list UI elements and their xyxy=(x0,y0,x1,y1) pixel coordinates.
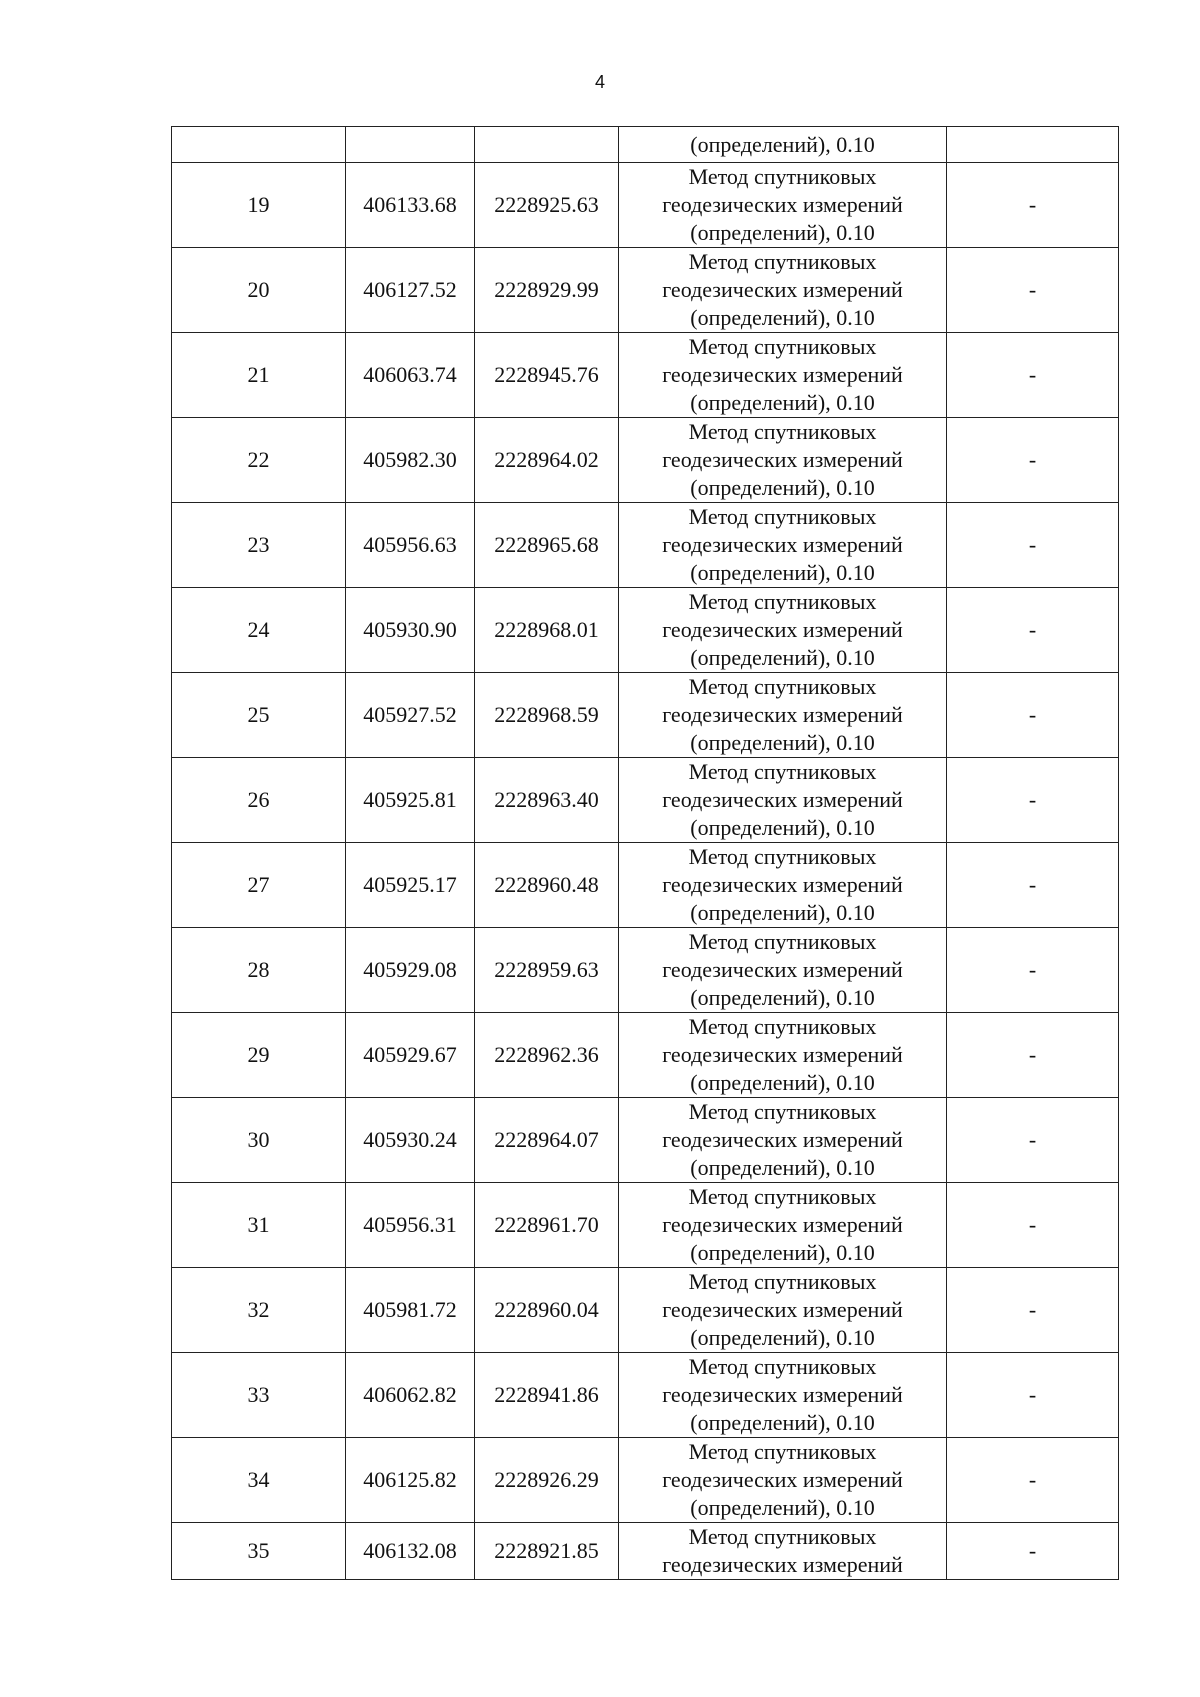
method-line-2: геодезических измерений xyxy=(662,1042,903,1067)
cell-x: 406062.82 xyxy=(346,1353,475,1438)
table-row xyxy=(172,1353,1119,1438)
method-line-2: геодезических измерений xyxy=(662,277,903,302)
cell-x: 405929.08 xyxy=(346,928,475,1013)
cell-point-number: 33 xyxy=(172,1353,346,1438)
cell-x: 405925.17 xyxy=(346,843,475,928)
method-line-1: Метод спутниковых xyxy=(688,249,877,274)
method-line-1: Метод спутниковых xyxy=(688,164,877,189)
method-line-2: геодезических измерений xyxy=(662,702,903,727)
cell-point-number: 22 xyxy=(172,418,346,503)
cell-y: 2228929.99 xyxy=(475,248,619,333)
method-line-1: Метод спутниковых xyxy=(688,589,877,614)
cell-x: 405930.90 xyxy=(346,588,475,673)
method-line-3: (определений), 0.10 xyxy=(690,305,875,330)
cell-y: 2228959.63 xyxy=(475,928,619,1013)
table-row xyxy=(172,1183,1119,1268)
method-line-3: (определений), 0.10 xyxy=(690,220,875,245)
cell-method xyxy=(619,673,947,758)
page-number: 4 xyxy=(594,72,605,92)
cell-point-number: 20 xyxy=(172,248,346,333)
cell-note: - xyxy=(947,843,1119,928)
cell-y xyxy=(475,127,619,163)
cell-x: 405981.72 xyxy=(346,1268,475,1353)
cell-method xyxy=(619,503,947,588)
cell-x: 406133.68 xyxy=(346,163,475,248)
cell-note: - xyxy=(947,1013,1119,1098)
cell-note: - xyxy=(947,1098,1119,1183)
table-row xyxy=(172,503,1119,588)
table-row xyxy=(172,1013,1119,1098)
cell-note: - xyxy=(947,333,1119,418)
cell-note: - xyxy=(947,248,1119,333)
cell-point-number: 24 xyxy=(172,588,346,673)
cell-point-number: 25 xyxy=(172,673,346,758)
table-row xyxy=(172,163,1119,248)
cell-note: - xyxy=(947,163,1119,248)
table-row xyxy=(172,928,1119,1013)
method-line-3: (определений), 0.10 xyxy=(690,475,875,500)
method-line-1: Метод спутниковых xyxy=(688,1014,877,1039)
method-line-1: Метод спутниковых xyxy=(688,419,877,444)
table-row xyxy=(172,1268,1119,1353)
method-line-2: геодезических измерений xyxy=(662,787,903,812)
method-line-3: (определений), 0.10 xyxy=(690,1240,875,1265)
cell-point-number: 35 xyxy=(172,1523,346,1580)
method-line-3: (определений), 0.10 xyxy=(690,1155,875,1180)
cell-point-number: 32 xyxy=(172,1268,346,1353)
method-line-3: (определений), 0.10 xyxy=(690,985,875,1010)
cell-note: - xyxy=(947,1183,1119,1268)
table-row xyxy=(172,1098,1119,1183)
cell-x: 405956.31 xyxy=(346,1183,475,1268)
cell-point-number: 27 xyxy=(172,843,346,928)
table-row xyxy=(172,1523,1119,1580)
table-row xyxy=(172,333,1119,418)
method-line-2: геодезических измерений xyxy=(662,1382,903,1407)
cell-y: 2228962.36 xyxy=(475,1013,619,1098)
cell-x: 406063.74 xyxy=(346,333,475,418)
cell-method xyxy=(619,1438,947,1523)
cell-note: - xyxy=(947,758,1119,843)
cell-y: 2228963.40 xyxy=(475,758,619,843)
table-row xyxy=(172,673,1119,758)
cell-note: - xyxy=(947,588,1119,673)
method-line-2: геодезических измерений xyxy=(662,1212,903,1237)
method-line-3: (определений), 0.10 xyxy=(690,1410,875,1435)
cell-y: 2228968.59 xyxy=(475,673,619,758)
method-line-1: Метод спутниковых xyxy=(688,1439,877,1464)
cell-x xyxy=(346,127,475,163)
method-line-3: (определений), 0.10 xyxy=(690,1070,875,1095)
cell-method xyxy=(619,1013,947,1098)
cell-method xyxy=(619,843,947,928)
cell-note: - xyxy=(947,928,1119,1013)
cell-point-number: 21 xyxy=(172,333,346,418)
method-line-3: (определений), 0.10 xyxy=(690,730,875,755)
method-line-1: Метод спутниковых xyxy=(688,334,877,359)
method-line-2: геодезических измерений xyxy=(662,192,903,217)
table-row xyxy=(172,843,1119,928)
cell-method xyxy=(619,1098,947,1183)
method-line-1: Метод спутниковых xyxy=(688,1184,877,1209)
cell-y: 2228965.68 xyxy=(475,503,619,588)
cell-point-number xyxy=(172,127,346,163)
cell-x: 406127.52 xyxy=(346,248,475,333)
cell-note: - xyxy=(947,673,1119,758)
method-line-1: Метод спутниковых xyxy=(688,844,877,869)
cell-x: 405929.67 xyxy=(346,1013,475,1098)
cell-method xyxy=(619,1523,947,1580)
cell-method xyxy=(619,248,947,333)
cell-method xyxy=(619,758,947,843)
cell-point-number: 34 xyxy=(172,1438,346,1523)
cell-y: 2228964.02 xyxy=(475,418,619,503)
method-line-3: (определений), 0.10 xyxy=(690,1325,875,1350)
method-line-3: (определений), 0.10 xyxy=(690,560,875,585)
cell-x: 406132.08 xyxy=(346,1523,475,1580)
cell-y: 2228960.48 xyxy=(475,843,619,928)
cell-y: 2228961.70 xyxy=(475,1183,619,1268)
method-line-1: Метод спутниковых xyxy=(688,1099,877,1124)
method-line-2: геодезических измерений xyxy=(662,957,903,982)
method-line-2: геодезических измерений xyxy=(662,532,903,557)
method-line-2: геодезических измерений xyxy=(662,617,903,642)
method-line-1: Метод спутниковых xyxy=(688,1524,877,1549)
method-line-2: геодезических измерений xyxy=(662,872,903,897)
table-row-continuation xyxy=(172,127,1119,163)
table-row xyxy=(172,418,1119,503)
cell-point-number: 30 xyxy=(172,1098,346,1183)
cell-point-number: 19 xyxy=(172,163,346,248)
method-line-1: Метод спутниковых xyxy=(688,759,877,784)
cell-point-number: 23 xyxy=(172,503,346,588)
cell-method xyxy=(619,127,947,163)
cell-note: - xyxy=(947,1268,1119,1353)
cell-y: 2228925.63 xyxy=(475,163,619,248)
table-row xyxy=(172,588,1119,673)
cell-method xyxy=(619,1353,947,1438)
cell-method xyxy=(619,418,947,503)
method-line-3: (определений), 0.10 xyxy=(690,1495,875,1520)
table-row xyxy=(172,758,1119,843)
table-row xyxy=(172,1438,1119,1523)
cell-note: - xyxy=(947,503,1119,588)
cell-y: 2228921.85 xyxy=(475,1523,619,1580)
cell-y: 2228945.76 xyxy=(475,333,619,418)
cell-x: 405956.63 xyxy=(346,503,475,588)
method-line-3: (определений), 0.10 xyxy=(690,815,875,840)
cell-note: - xyxy=(947,418,1119,503)
method-line-2: геодезических измерений xyxy=(662,362,903,387)
method-line-2: геодезических измерений xyxy=(662,1127,903,1152)
cell-y: 2228964.07 xyxy=(475,1098,619,1183)
cell-x: 405930.24 xyxy=(346,1098,475,1183)
cell-x: 406125.82 xyxy=(346,1438,475,1523)
cell-method xyxy=(619,163,947,248)
method-line-1: Метод спутниковых xyxy=(688,1269,877,1294)
cell-x: 405982.30 xyxy=(346,418,475,503)
method-line-1: Метод спутниковых xyxy=(688,674,877,699)
cell-note xyxy=(947,127,1119,163)
method-line-2: геодезических измерений xyxy=(662,447,903,472)
method-line-1: Метод спутниковых xyxy=(688,504,877,529)
method-line-3: (определений), 0.10 xyxy=(690,390,875,415)
cell-y: 2228941.86 xyxy=(475,1353,619,1438)
method-line-2: геодезических измерений xyxy=(662,1552,903,1577)
cell-method xyxy=(619,1183,947,1268)
cell-point-number: 26 xyxy=(172,758,346,843)
method-line-1: Метод спутниковых xyxy=(688,929,877,954)
method-line-3: (определений), 0.10 xyxy=(690,900,875,925)
cell-point-number: 29 xyxy=(172,1013,346,1098)
cell-note: - xyxy=(947,1353,1119,1438)
cell-point-number: 28 xyxy=(172,928,346,1013)
cell-y: 2228926.29 xyxy=(475,1438,619,1523)
cell-method xyxy=(619,1268,947,1353)
cell-note: - xyxy=(947,1438,1119,1523)
cell-method xyxy=(619,588,947,673)
method-line-1: Метод спутниковых xyxy=(688,1354,877,1379)
cell-y: 2228968.01 xyxy=(475,588,619,673)
method-line-2: геодезических измерений xyxy=(662,1467,903,1492)
method-line-3: (определений), 0.10 xyxy=(690,131,875,157)
cell-x: 405927.52 xyxy=(346,673,475,758)
cell-point-number: 31 xyxy=(172,1183,346,1268)
method-line-2: геодезических измерений xyxy=(662,1297,903,1322)
cell-x: 405925.81 xyxy=(346,758,475,843)
table-row xyxy=(172,248,1119,333)
cell-method xyxy=(619,928,947,1013)
cell-method xyxy=(619,333,947,418)
cell-y: 2228960.04 xyxy=(475,1268,619,1353)
coordinates-table xyxy=(171,126,1119,1580)
method-line-3: (определений), 0.10 xyxy=(690,645,875,670)
cell-note: - xyxy=(947,1523,1119,1580)
